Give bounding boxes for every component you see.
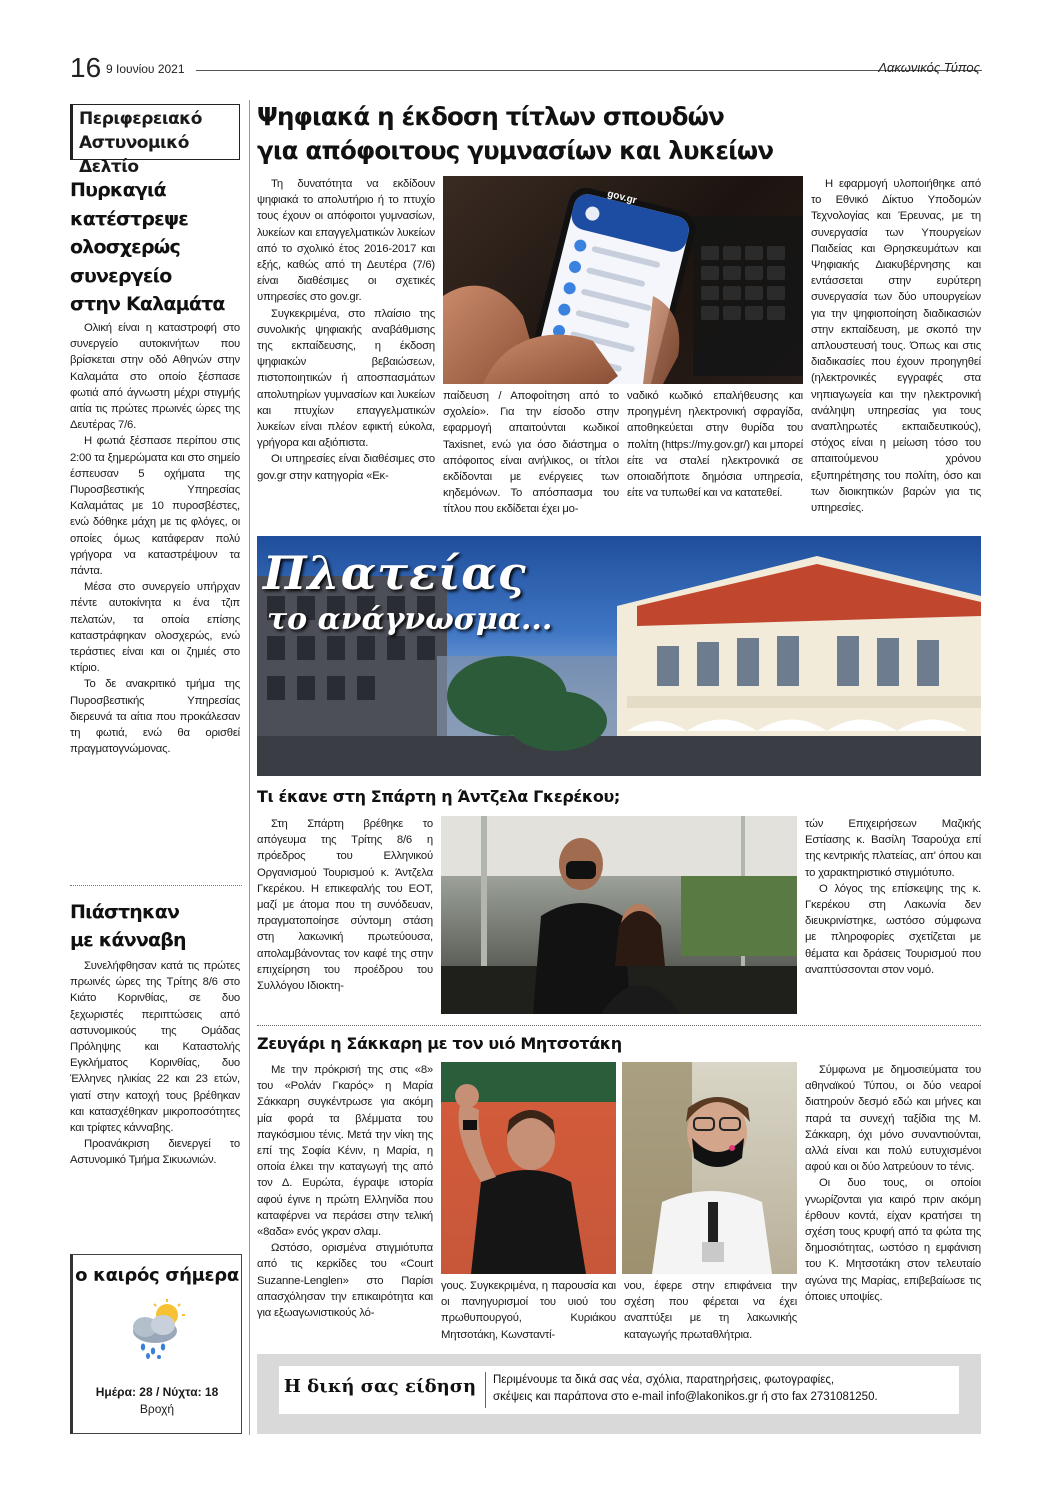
phone-illustration: [443, 176, 803, 384]
sakkari-paragraph: νου, έφερε στην επιφάνεια την σχέση που φέρεται να έχει αναπτύξει με τη λακωνικής καταγωγής πρωταθλήτρια.: [624, 1280, 797, 1341]
mitsotakis-photo: [622, 1062, 797, 1274]
degrees-paragraph: παίδευση / Αποφοίτηση από το σχολείο». Για την είσοδο στην εφαρμογή απαιτούνται κωδικοί Taxisnet, ενώ για όσο διάστημα ο απόφοιτος είναι ανήλικος, οι τίτλοι εκδίδονται με ενέργειες των κηδεμόνων. Το απόσπασμα του τίτλου που εκδίδεται έχει μο-: [443, 390, 619, 516]
your-news-inner: [279, 1366, 959, 1414]
fire-title-line: συνεργείο: [70, 264, 172, 287]
gerekou-paragraph: Ο λόγος της επίσκεψης της κ. Γκερέκου στη Λακωνία δεν διευκρινίστηκε, ωστόσο σύμφωνα με πληροφορίες σχετίζεται με θέματα και δράσεις Τουρισμού που αναπτύσσονται στον νομό.: [805, 882, 981, 976]
fire-title-line: ολοσχερώς: [70, 236, 180, 258]
page-date: 9 Ιουνίου 2021: [106, 62, 185, 76]
article-separator: [257, 1025, 981, 1026]
fire-article-body: [70, 320, 240, 757]
fire-paragraph: Η φωτιά ξέσπασε περίπου στις 2:00 τα ξημερώματα και στο σημείο έσπευσαν 5 οχήματα της Πυροσβεστικής Υπηρεσίας Καλαμάτας με 10 πυροσβέστες, ενώ δόθηκε μάχη με τις φλόγες, οι οποίες όμως κατάφεραν πολύ γρήγορα να καταστρέψουν τα πάντα.: [70, 435, 240, 578]
sakkari-col-2: [441, 1278, 616, 1343]
gerekou-col-1: [257, 816, 433, 994]
degrees-title-line-2: για απόφοιτους γυμνασίων και λυκείων: [257, 136, 774, 165]
cannabis-paragraph: Συνελήφθησαν κατά τις πρώτες πρωινές ώρες της Τρίτης 8/6 στο Κιάτο Κορινθίας, σε δυο ξεχωριστές περιπτώσεις από αστυνομικούς της Ομάδας Πρόληψης και Καταστολής Εγκλήματος Κορινθίας, δυο Έλληνες ηλικίας 22 και 23 ετών, γιατί στην κατοχή τους βρέθηκαν και κατασχέθηκαν μικροποσότητες και τρίφτες κάνναβης.: [70, 960, 240, 1135]
gerekou-photo: [441, 816, 797, 1014]
degrees-paragraph: Συγκεκριμένα, στο πλαίσιο της συνολικής ψηφιακής αναβάθμισης της εκπαίδευσης, η έκδοση ψηφιακών βεβαιώσεων, πιστοποιητικών ή αποσπασμάτων απολυτηρίων γυμνασίων και λυκείων και πτυχίων επαγγελματικών λυκείων είναι πλέον εφικτή εύκολα, γρήγορα και αξιόπιστα.: [257, 307, 435, 450]
sakkari-paragraph: Με την πρόκρισή της στις «8» του «Ρολάν Γκαρός» η Μαρία Σάκκαρη συγκέντρωσε για ακόμη μία φορά τα βλέμματα του παγκόσμιου τένις. Μετά την νίκη της επί της Σοφία Κένιν, η Μαρία, η οποία έλκει την καταγωγή της από τον Δ. Ευρώτα, έγραψε ιστορία αφού έγινε η πρώτη Ελληνίδα που καταφέρνει να περάσει στην τελική «8αδα» ενός γκραν σλαμ.: [257, 1064, 433, 1239]
banner-title-line-1: Πλατείας: [263, 546, 527, 600]
degrees-title-line-1: Ψηφιακά η έκδοση τίτλων σπουδών: [257, 102, 724, 131]
gerekou-col-2: [805, 816, 981, 978]
degrees-col-4: [811, 176, 981, 516]
your-news-line-2: σκέψεις και παράπονα στο e-mail info@lakonikos.gr ή στο fax 2731081250.: [493, 1391, 878, 1403]
weather-title: ο καιρός σήμερα: [75, 1265, 239, 1286]
phone-photo: [443, 176, 803, 384]
section-rubric: [70, 104, 240, 177]
sakkari-photo-illustration: [441, 1062, 616, 1274]
sakkari-photo: [441, 1062, 616, 1274]
banner-title-line-2: το ανάγνωσμα...: [267, 602, 553, 637]
degrees-paragraph: Οι υπηρεσίες είναι διαθέσιμες στο gov.gr στην κατηγορία «Εκ-: [257, 453, 435, 482]
cannabis-article-title: [70, 898, 242, 954]
cannabis-title-line: με κάνναβη: [70, 929, 186, 951]
degrees-col-3: [627, 388, 803, 501]
gerekou-photo-illustration: [441, 816, 797, 1014]
page-number: 16: [70, 52, 102, 83]
cannabis-article-body: [70, 958, 240, 1169]
rubric-line-2: Αστυνομικό Δελτίο: [79, 133, 189, 177]
sakkari-col-3: [624, 1278, 797, 1343]
degrees-paragraph: Τη δυνατότητα να εκδίδουν ψηφιακά το απολυτήριο ή το πτυχίο τους έχουν οι απόφοιτοι γυμνασίων, λυκείων και επαγγελματικών λυκείων από το σχολικό έτος 2016-2017 και εξής, καθώς από τη Δευτέρα (7/6) είναι διαθέσιμες οι σχετικές υπηρεσίες στο gov.gr.: [257, 178, 435, 304]
fire-article-title: [70, 176, 242, 319]
fire-title-line: Πυρκαγιά: [70, 179, 166, 201]
weather-condition: Βροχή: [139, 1402, 175, 1416]
sakkari-col-1: [257, 1062, 433, 1321]
mitsotakis-photo-illustration: [622, 1062, 797, 1274]
cannabis-paragraph: Προανάκριση διενεργεί το Αστυνομικό Τμήμα Σικυωνιών.: [70, 1138, 240, 1167]
sakkari-paragraph: γους. Συγκεκριμένα, η παρουσία και οι πανηγυρισμοί του υιού του πρωθυπουργού, Κυριάκου Μητσοτάκη, Κωνσταντί-: [441, 1280, 616, 1341]
fire-paragraph: Το δε ανακριτικό τμήμα της Πυροσβεστικής Υπηρεσίας διερευνά τα αίτια που προκάλεσαν τη φωτιά, ενώ θα ορισθεί πραγματογνώμονας.: [70, 678, 240, 756]
sakkari-col-4: [805, 1062, 981, 1305]
phone-app-logo: gov.gr: [606, 188, 638, 207]
fire-title-line: στην Καλαμάτα: [70, 293, 225, 315]
weather-box: [70, 1254, 242, 1434]
fire-paragraph: Μέσα στο συνεργείο υπήρχαν πέντε αυτοκίνητα κι ένα τζιπ πελατών, τα οποία επίσης καταστράφηκαν ολοσχερώς, ενώ τεράστιες είναι και οι ζημιές στο κτίριο.: [70, 581, 240, 675]
sakkari-article-title: Ζευγάρι η Σάκκαρη με τον υιό Μητσοτάκη: [257, 1034, 622, 1053]
sakkari-paragraph: Σύμφωνα με δημοσιεύματα του αθηναϊκού Τύπου, οι δύο νεαροί διατηρούν δεσμό εδώ και μήνες και παρά τα συνεχή ταξίδια της Μ. Σάκκαρη, όχι μόνο συναντιούνται, αλλά είναι και πολύ ευτυχισμένοι αφού και οι δύο λατρεύουν το τένις.: [805, 1064, 981, 1174]
fire-title-line: κατέστρεψε: [70, 207, 189, 230]
degrees-article-title: [257, 100, 981, 168]
your-news-line-1: Περιμένουμε τα δικά σας νέα, σχόλια, παρατηρήσεις, φωτογραφίες,: [493, 1374, 835, 1386]
rubric-line-1: Περιφερειακό: [79, 109, 202, 129]
main-column-rule: [249, 100, 250, 1435]
header-rule: [196, 70, 982, 71]
sakkari-paragraph: Ωστόσο, ορισμένα στιγμιότυπα από τις κερκίδες του «Court Suzanne-Lenglen» στο Παρίσι απασχόλησαν την επικαιρότητα και για εξωαγωνιστικούς λό-: [257, 1242, 433, 1320]
your-news-divider: [485, 1372, 486, 1408]
weather-temps: Ημέρα: 28 / Νύχτα: 18: [95, 1385, 219, 1399]
cannabis-title-line: Πιάστηκαν: [70, 901, 180, 923]
publication-name: Λακωνικός Τύπος: [878, 60, 980, 75]
gerekou-article-title: Τι έκανε στη Σπάρτη η Άντζελα Γκερέκου;: [257, 787, 620, 806]
degrees-col-2: [443, 388, 619, 518]
plateia-banner: [257, 536, 981, 776]
fire-paragraph: Ολική είναι η καταστροφή στο συνεργείο αυτοκινήτων που βρίσκεται στην οδό Αθηνών στην Καλαμάτα στο οποίο ξέσπασε φωτιά από άγνωστη μέχρι στιγμής αιτία τις πρώτες πρωινές ώρες της Δευτέρας 7/6.: [70, 322, 240, 432]
sakkari-paragraph: Οι δυο τους, οι οποίοι γνωρίζονται για καιρό πριν ακόμη έρθουν κοντά, είχαν κρατήσει τη σχέση τους κρυφή από τα φώτα της δημοσιότητας, ωστόσο η εμφάνιση του Κ. Μητσοτάκη στον τελευταίο αγώνα της Μαρίας, επιβεβαίωσε τις όποιες υποψίες.: [805, 1177, 981, 1303]
your-news-title: Η δική σας είδηση: [283, 1376, 477, 1397]
degrees-paragraph: Η εφαρμογή υλοποιήθηκε από το Εθνικό Δίκτυο Υποδομών Τεχνολογίας και Έρευνας, με τη συνεργασία των Υπουργείων Παιδείας και Θρησκευμάτων και Ψηφιακής Διακυβέρνησης και εντάσσεται στην ευρύτερη συνεργασία των δύο υπουργείων για την ψηφιοποίηση διαδικασιών στην εκπαίδευση, με σκοπό την απλουστευσή τους. Όπως και στις διαδικασίες που έχουν προηγηθεί (ηλεκτρονικές εγγραφές στα νηπιαγωγεία και την ηλεκτρονική ανάληψη υπηρεσίας για τους αναπληρωτές εκπαιδευτικούς), στόχος είναι η μείωση τόσο του απαιτούμενου χρόνου εξυπηρέτησης του πολίτη, όσο και των διοικητικών βαρών για τις υπηρεσίες.: [811, 178, 981, 515]
left-separator: [70, 885, 242, 886]
degrees-col-1: [257, 176, 435, 484]
gerekou-paragraph: τών Επιχειρήσεων Μαζικής Εστίασης κ. Βασίλη Τσαρούχα επί της κεντρικής πλατείας, απ' όπου και το χαρακτηριστικό στιγμιότυπο.: [805, 818, 981, 879]
your-news-box: [257, 1354, 981, 1434]
gerekou-paragraph: Στη Σπάρτη βρέθηκε το απόγευμα της Τρίτης 8/6 η πρόεδρος του Ελληνικού Οργανισμού Τουρισμού κ. Άντζελα Γκερέκου. Η επικεφαλής του ΕΟΤ, μαζί με άτομα που τη συνόδευαν, πραγματοποίησε σύντομη στάση στη λακωνική πρωτεύουσα, απολαμβάνοντας τον καφέ της στην επιχείρηση του προέδρου του Συλλόγου Ιδιοκτη-: [257, 818, 433, 993]
rain-cloud-icon: [125, 1299, 193, 1359]
degrees-paragraph: ναδικό κωδικό επαλήθευσης και προηγμένη ηλεκτρονική σφραγίδα, αποθηκεύεται στην θυρίδα του πολίτη (https://my.gov.gr/) και μπορεί είτε να σταλεί ηλεκτρονικά σε οποιαδήποτε δημόσια υπηρεσία, είτε να τυπωθεί και να κατατεθεί.: [627, 390, 803, 500]
